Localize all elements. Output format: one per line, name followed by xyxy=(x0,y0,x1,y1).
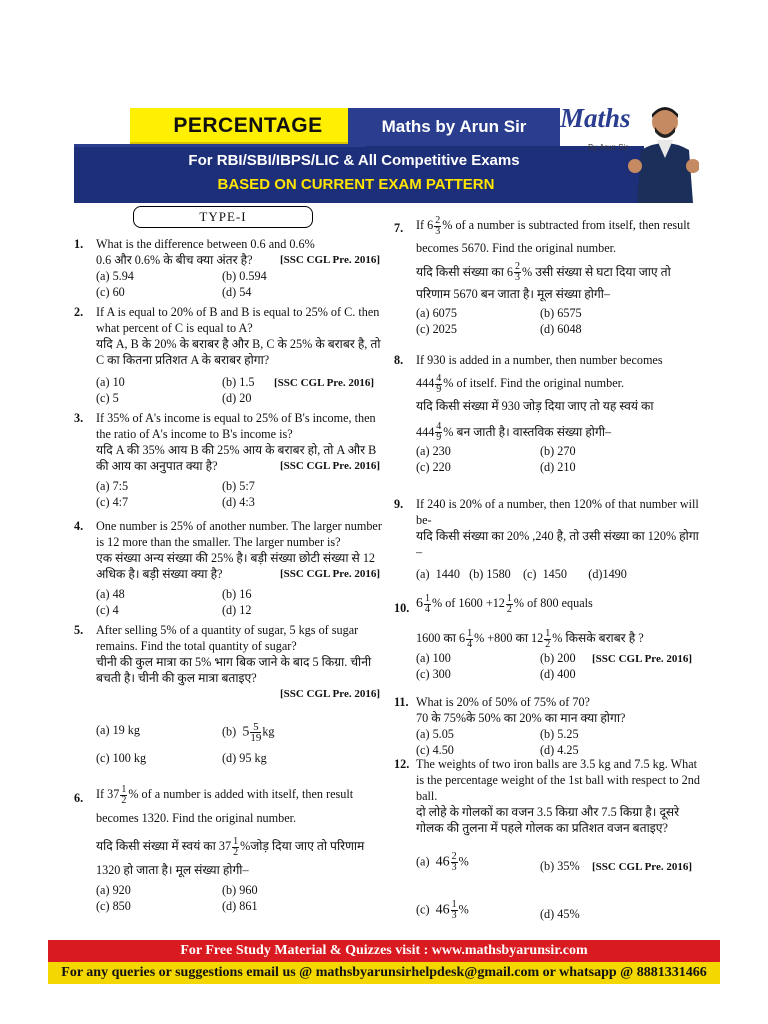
option-b: (b) 960 xyxy=(222,883,258,897)
option-b: (b) 5:7 xyxy=(222,479,255,493)
question-text-hi: 70 के 75%के 50% का 20% का मान क्या होगा? xyxy=(416,711,626,725)
question-number: 10. xyxy=(394,601,410,615)
question-text-hi: यदि किसी संख्या में 930 जोड़ दिया जाए तो यह स्वयं का xyxy=(416,398,654,413)
question-text-en: If A is equal to 20% of B and B is equal to 25% of C. then what percent of C is equal to A? xyxy=(96,305,380,335)
question-number: 6. xyxy=(74,791,84,805)
exam-reference: [SSC CGL Pre. 2016] xyxy=(279,254,380,266)
question-text-hi: यदि किसी संख्या का xyxy=(416,264,504,279)
question-number: 12. xyxy=(394,757,410,771)
option-a: (a) 7:5 xyxy=(96,479,129,493)
option-c: (c) 4.50 xyxy=(416,743,454,757)
option-d: (d) 12 xyxy=(222,603,252,617)
question-text-en: % of a number is subtracted from itself, then result becomes 5670. Find the original number. xyxy=(416,218,691,255)
option-b: (b) 16 xyxy=(222,587,252,601)
option-c: (c) 5 xyxy=(96,391,119,405)
logo-subtext: By Arun Sir xyxy=(588,143,629,152)
exam-reference: [SSC CGL Pre. 2016] xyxy=(279,568,380,580)
exam-reference: [SSC CGL Pre. 2016] xyxy=(592,861,693,873)
brand-name: Maths by Arun Sir xyxy=(348,108,560,146)
options-row: (a) 1440 (b) 1580 (c) 1450 (d)1490 xyxy=(416,567,627,581)
header xyxy=(74,100,694,203)
option-c: (c) 850 xyxy=(96,899,131,913)
option-b: (b) 35% xyxy=(540,859,580,873)
footer-contact: For any queries or suggestions email us @ mathsbyarunsirhelpdesk@gmail.com or whatsapp @ 8881331466 xyxy=(48,962,720,984)
option-b: (b) 5.25 xyxy=(540,727,579,741)
option-d: (d) 95 kg xyxy=(222,751,267,765)
exam-reference: [SSC CGL Pre. 2016] xyxy=(592,652,693,665)
exam-reference: [SSC CGL Pre. 2016] xyxy=(279,688,380,700)
question-text-en: If 240 is 20% of a number, then 120% of that number will be- xyxy=(416,497,699,527)
option-c: (c) 4 xyxy=(96,603,119,617)
option-d: (d) 400 xyxy=(540,666,576,681)
option-b: (b) 200 xyxy=(540,650,576,665)
question-text-en: If 930 is added in a number, then number becomes xyxy=(416,353,663,367)
option-c: (c) 100 kg xyxy=(96,751,147,765)
question-number: 7. xyxy=(394,221,404,235)
option-b: (b) 6575 xyxy=(540,306,582,321)
logo-text: Maths xyxy=(560,103,631,133)
option-a: (a) 230 xyxy=(416,444,451,459)
option-a: (a) 100 xyxy=(416,650,451,665)
option-d: (d) 20 xyxy=(222,391,252,405)
question-text-en: If 35% of A's income is equal to 25% of B's income, then the ratio of A's income to B's income is? xyxy=(96,411,376,441)
option-c: (c) 46 $\frac{1}{3}$ % xyxy=(416,899,469,921)
question-text-hi: यदि A की 35% आय B की 25% आय के बराबर हो, तो A और B की आय का अनुपात क्या है? xyxy=(96,443,377,473)
teacher-photo xyxy=(627,100,699,203)
option-a: (a) 10 xyxy=(96,375,125,389)
title-underline xyxy=(74,144,366,147)
question-text-hi: दो लोहे के गोलकों का वजन 3.5 किग्रा और 7.5 किग्रा है। दूसरे गोलक की तुलना में पहले गोलक का प्रतिशत वजन बताइए? xyxy=(416,805,680,835)
option-a: (a) 46 $\frac{2}{3}$ % xyxy=(416,851,469,873)
option-d: (d) 54 xyxy=(222,285,252,299)
question-number: 1. xyxy=(74,237,84,251)
question-text-hi: 1600 का 6 $\frac{1}{4}$ % +800 का 12 $\frac{1}{2}$ % किसके बराबर है ? xyxy=(416,627,644,650)
question-text-hi: यदि A, B के 20% के बराबर है और B, C के 25% के बराबर है, तो C का कितना प्रतिशत A के बराबर होगा? xyxy=(96,337,381,367)
question-text-en: 6 $\frac{1}{4}$ % of 1600 +12 $\frac{1}{2}$ % of 800 equals xyxy=(416,592,593,615)
option-c: (c) 220 xyxy=(416,460,451,475)
option-b: (b) 270 xyxy=(540,444,576,459)
option-a: (a) 5.94 xyxy=(96,269,134,283)
question-number: 3. xyxy=(74,411,84,425)
option-d: (d) 6048 xyxy=(540,322,582,337)
question-number: 5. xyxy=(74,623,84,637)
question-text-en: One number is 25% of another number. The larger number is 12 more than the smaller. The larger number is? xyxy=(96,519,382,549)
exam-pattern-line: BASED ON CURRENT EXAM PATTERN xyxy=(217,176,495,193)
option-a: (a) 48 xyxy=(96,587,125,601)
option-c: (c) 4:7 xyxy=(96,495,129,509)
option-d: (d) 4.25 xyxy=(540,743,579,757)
footer-website: For Free Study Material & Quizzes visit : www.mathsbyarunsir.com xyxy=(48,940,720,962)
question-number: 11. xyxy=(394,695,409,709)
option-a: (a) 19 kg xyxy=(96,723,140,737)
page-title: PERCENTAGE xyxy=(130,108,366,144)
question-text-en: What is 20% of 50% of 75% of 70? xyxy=(416,695,590,709)
exam-reference: [SSC CGL Pre. 2016] xyxy=(274,377,375,389)
question-text-hi: यदि किसी संख्या का 20% ,240 है, तो उसी संख्या का 120% होगा – xyxy=(416,529,699,559)
question-text-hi: एक संख्या अन्य संख्या की 25% है। बड़ी संख्या छोटी संख्या से 12 अधिक है। बड़ी संख्या क्या है? xyxy=(96,551,376,581)
question-text-hi: चीनी की कुल मात्रा का 5% भाग बिक जाने के बाद 5 किग्रा. चीनी बचती है। चीनी की कुल मात्रा बताइए? xyxy=(96,655,372,685)
option-d: (d) 861 xyxy=(222,899,258,913)
option-d: (d) 45% xyxy=(540,907,580,921)
option-b: (b) 1.5 xyxy=(222,375,255,389)
header-subtitle: For RBI/SBI/IBPS/LIC & All Competitive Exams xyxy=(188,152,520,169)
question-text-en: % of a number is added with itself, then result becomes 1320. Find the original number. xyxy=(96,787,354,825)
question-text-en: After selling 5% of a quantity of sugar, 5 kgs of sugar remains. Find the total quantity of sugar? xyxy=(96,623,359,653)
option-d: (d) 210 xyxy=(540,460,576,475)
option-d: (d) 4:3 xyxy=(222,495,255,509)
option-a: (a) 6075 xyxy=(416,306,457,321)
exam-reference: [SSC CGL Pre. 2016] xyxy=(279,460,380,472)
option-b: (b) 5 $\frac{5}{19}$ kg xyxy=(222,721,275,744)
question-number: 9. xyxy=(394,497,404,511)
question-text-hi: यदि किसी संख्या में स्वयं का xyxy=(96,839,216,853)
type-label: TYPE-I xyxy=(133,206,313,228)
option-a: (a) 5.05 xyxy=(416,727,454,741)
question-text-en: What is the difference between 0.6 and 0.6% xyxy=(96,237,315,251)
question-number: 4. xyxy=(74,519,84,533)
question-number: 8. xyxy=(394,353,404,367)
option-c: (c) 60 xyxy=(96,285,125,299)
option-c: (c) 300 xyxy=(416,666,451,681)
option-b: (b) 0.594 xyxy=(222,269,267,283)
question-text-en: The weights of two iron balls are 3.5 kg and 7.5 kg. What is the percentage weight of the 1st ball with respect to 2nd ball. xyxy=(416,757,700,803)
question-number: 2. xyxy=(74,305,84,319)
option-c: (c) 2025 xyxy=(416,322,457,337)
question-text-hi: 0.6 और 0.6% के बीच क्या अंतर है? xyxy=(96,253,253,267)
option-a: (a) 920 xyxy=(96,883,131,897)
